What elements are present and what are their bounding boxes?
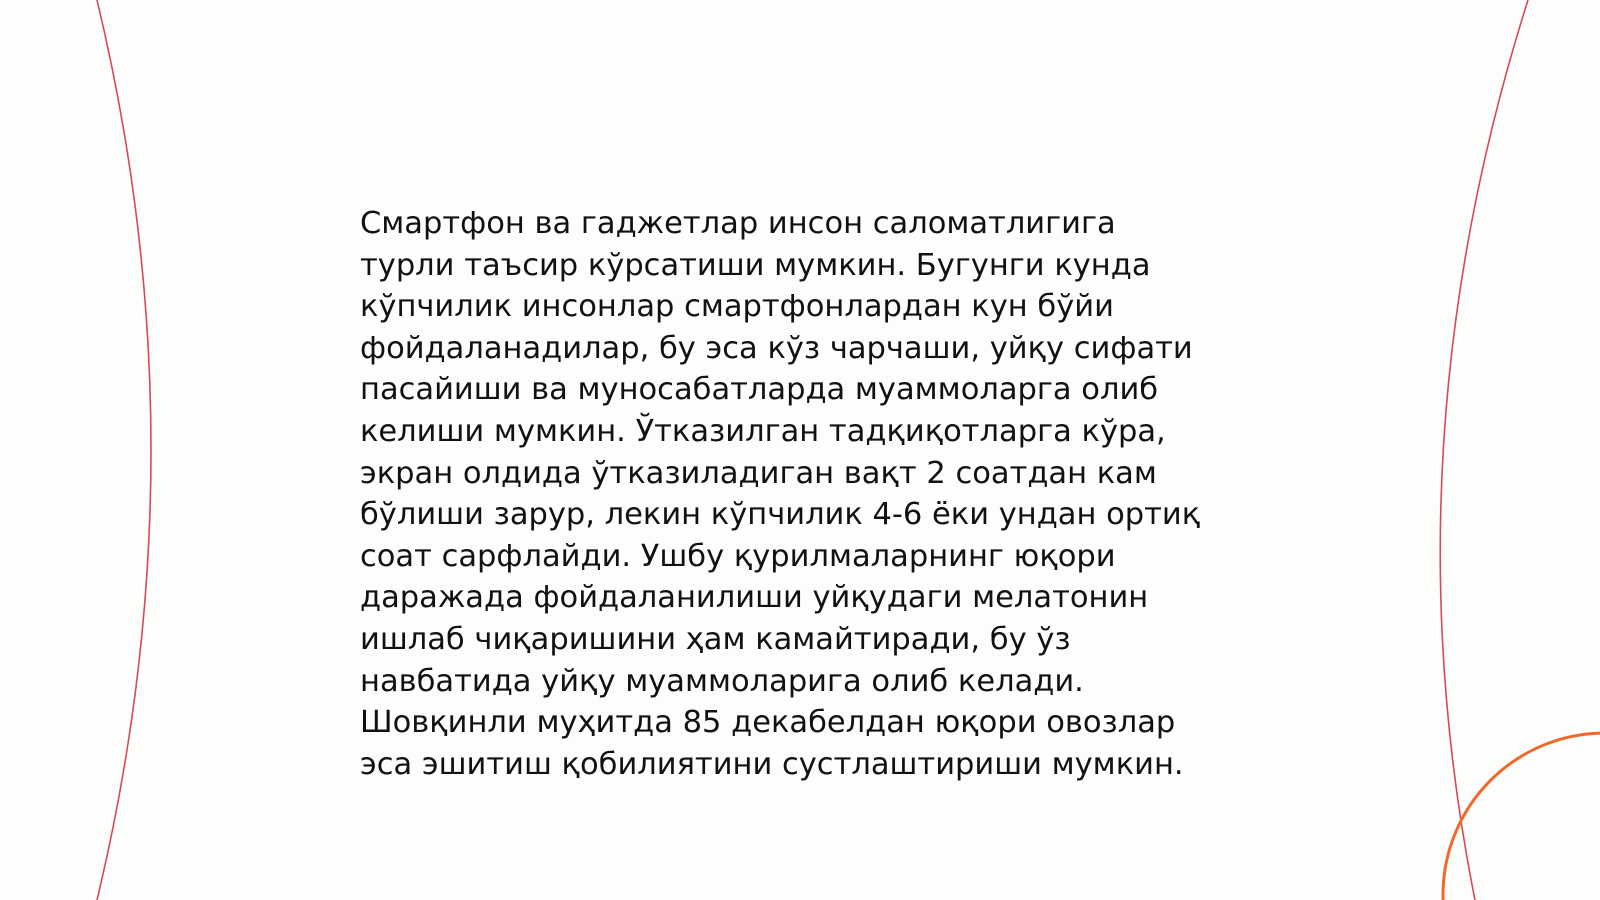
right-arc xyxy=(1440,0,1528,900)
left-arc xyxy=(97,0,151,900)
text-line: пасайиши ва муносабатларда муаммоларга олиб xyxy=(360,372,1159,408)
text-line: Шовқинли муҳитда 85 декабелдан юқори овозлар xyxy=(360,705,1176,741)
text-line: келиши мумкин. Ўтказилган тадқиқотларга кўра, xyxy=(360,413,1166,449)
text-line: Смартфон ва гаджетлар инсон саломатлигига xyxy=(360,206,1116,241)
text-line: фойдаланадилар, бу эса кўз чарчаши, уйқу сифати xyxy=(360,330,1193,366)
slide-body-text xyxy=(360,203,1260,785)
text-line: даражада фойдаланилиши уйқудаги мелатонин xyxy=(360,580,1149,616)
text-line: навбатида уйқу муаммоларига олиб келади. xyxy=(360,663,1084,699)
accent-circle xyxy=(1443,733,1600,900)
text-line: соат сарфлайди. Ушбу қурилмаларнинг юқори xyxy=(360,538,1116,574)
text-line: экран олдида ўтказиладиган вақт 2 соатдан кам xyxy=(360,455,1157,491)
text-line: ишлаб чиқаришини ҳам камайтиради, бу ўз xyxy=(360,621,1071,657)
text-line: кўпчилик инсонлар смартфонлардан кун бўйи xyxy=(360,289,1114,325)
text-line: турли таъсир кўрсатиши мумкин. Бугунги кунда xyxy=(360,247,1151,283)
text-line: бўлиши зарур, лекин кўпчилик 4-6 ёки ундан ортиқ xyxy=(360,497,1201,533)
text-line: эса эшитиш қобилиятини сустлаштириши мумкин. xyxy=(360,746,1184,782)
